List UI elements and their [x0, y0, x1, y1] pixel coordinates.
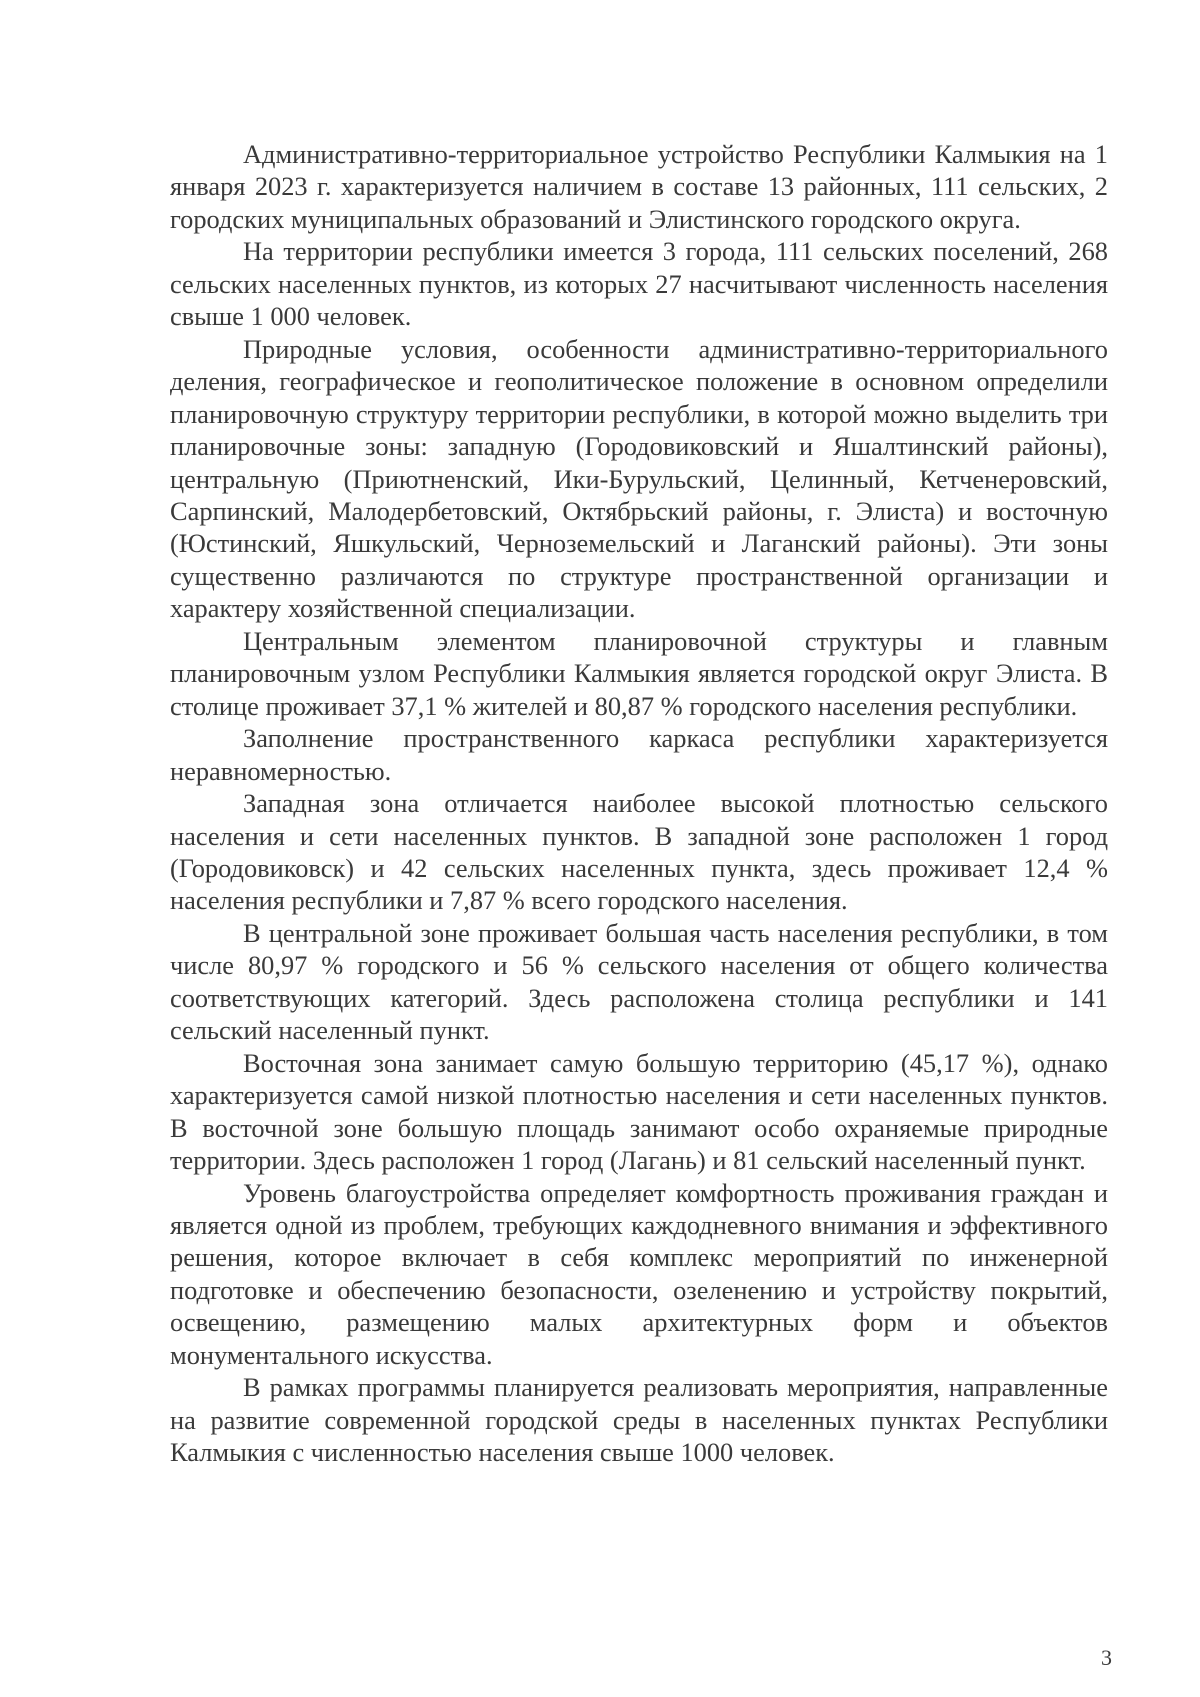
body-text — [170, 138, 1108, 1469]
paragraph-settlements: На территории республики имеется 3 города, 111 сельских поселений, 268 сельских населенных пунктов, из которых 27 насчитывают численность населения свыше 1 000 человек. — [170, 236, 1108, 332]
paragraph-program-measures: В рамках программы планируется реализовать мероприятия, направленные на развитие современной городской среды в населенных пунктах Республики Калмыкия с численностью населения свыше 1000 человек. — [170, 1372, 1108, 1468]
paragraph-planning-zones: Природные условия, особенности административно-территориального деления, географическое и геополитическое положение в основном определили планировочную структуру территории республики, в которой можно выделить три планировочные зоны: западную (Городовиковский и Яшалтинский районы), центральную (Приютненский, Ики-Бурульский, Целинный, Кетченеровский, Сарпинский, Малодербетовский, Октябрьский районы, г. Элиста) и восточную (Юстинский, Яшкульский, Черноземельский и Лаганский районы). Эти зоны существенно различаются по структуре пространственной организации и характеру хозяйственной специализации. — [170, 333, 1108, 624]
paragraph-eastern-zone: Восточная зона занимает самую большую территорию (45,17 %), однако характеризуется самой низкой плотностью населения и сети населенных пунктов. В восточной зоне большую площадь занимают особо охраняемые природные территории. Здесь расположен 1 город (Лагань) и 81 сельский населенный пункт. — [170, 1047, 1108, 1176]
paragraph-central-zone: В центральной зоне проживает большая часть населения республики, в том числе 80,97 % городского и 56 % сельского населения от общего количества соответствующих категорий. Здесь расположена столица республики и 141 сельский населенный пункт. — [170, 917, 1108, 1046]
paragraph-western-zone: Западная зона отличается наиболее высокой плотностью сельского населения и сети населенных пунктов. В западной зоне расположен 1 город (Городовиковск) и 42 сельских населенных пункта, здесь проживает 12,4 % населения республики и 7,87 % всего городского населения. — [170, 788, 1108, 916]
paragraph-unevenness: Заполнение пространственного каркаса республики характеризуется неравномерностью. — [170, 723, 1108, 786]
paragraph-admin-structure: Административно-территориальное устройство Республики Калмыкия на 1 января 2023 г. характеризуется наличием в составе 13 районных, 111 сельских, 2 городских муниципальных образований и Элистинского городского округа. — [170, 139, 1108, 234]
paragraph-improvement-level: Уровень благоустройства определяет комфортность проживания граждан и является одной из проблем, требующих каждодневного внимания и эффективного решения, которое включает в себя комплекс мероприятий по инженерной подготовке и обеспечению безопасности, озеленению и устройству покрытий, освещению, размещению малых архитектурных форм и объектов монументального искусства. — [170, 1177, 1108, 1370]
paragraph-elista: Центральным элементом планировочной структуры и главным планировочным узлом Республики Калмыкия является городской округ Элиста. В столице проживает 37,1 % жителей и 80,87 % городского населения республики. — [170, 625, 1108, 721]
page-number: 3 — [1101, 1645, 1112, 1670]
